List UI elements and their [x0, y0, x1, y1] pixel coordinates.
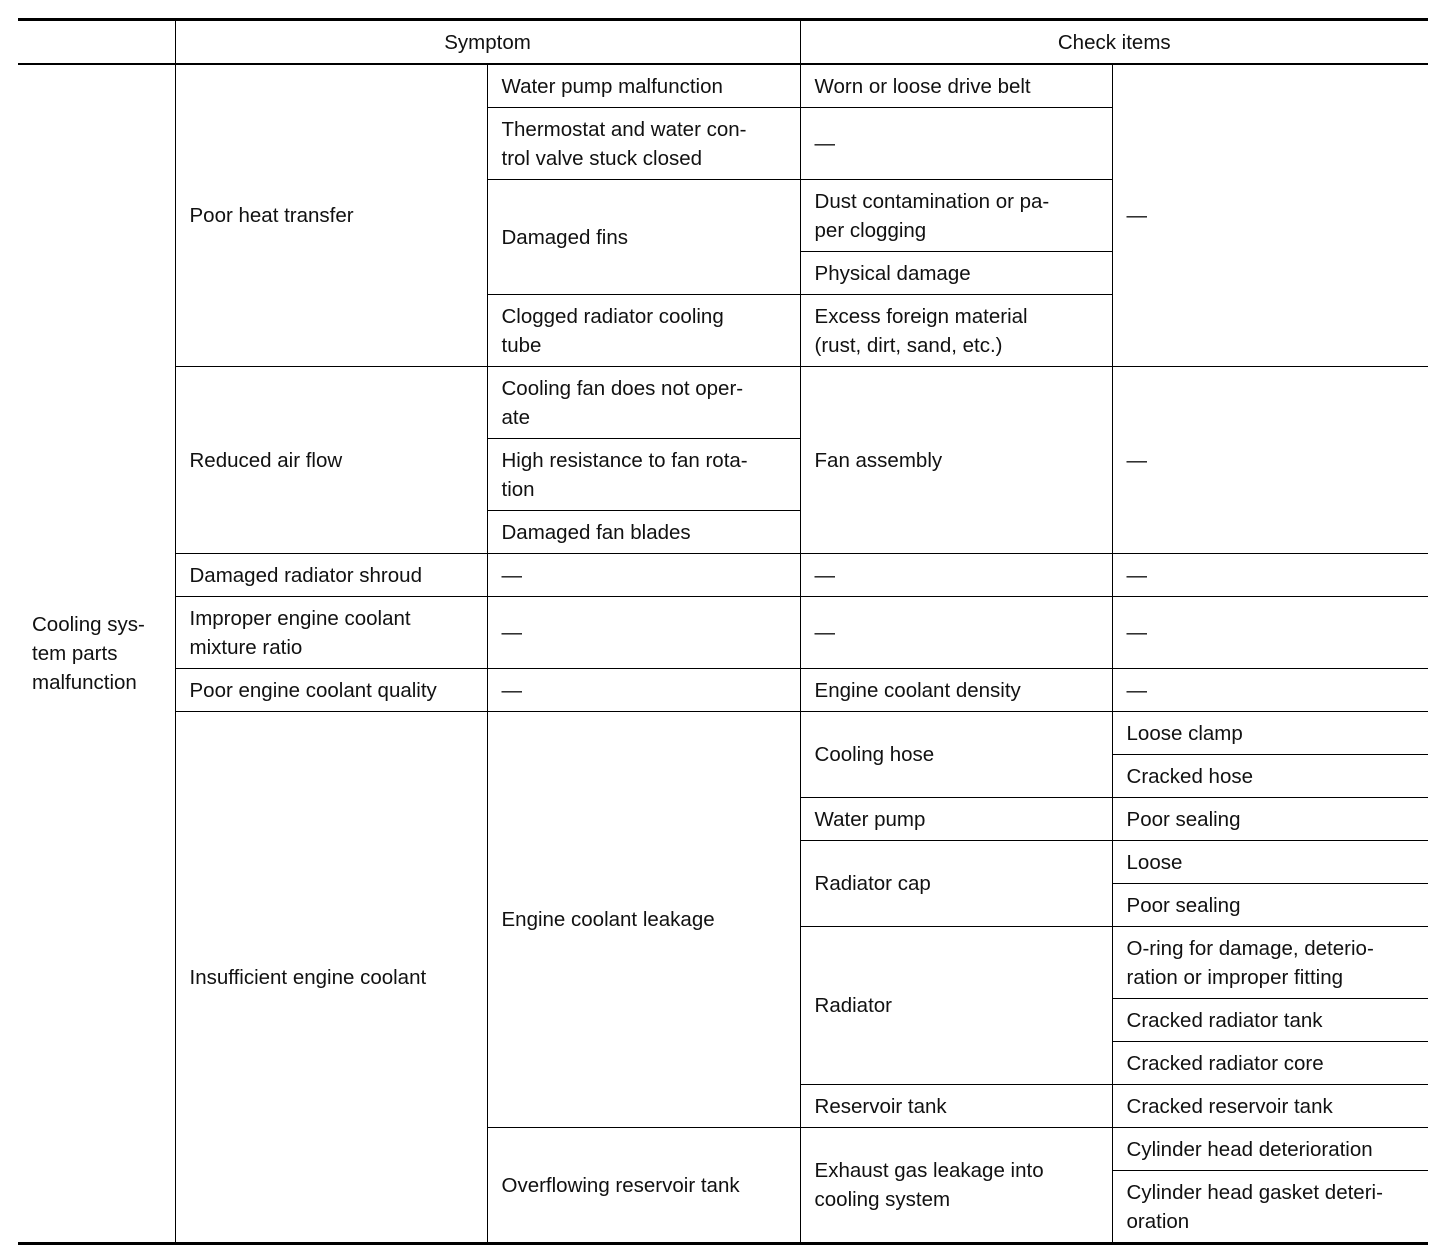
symptom-reduced-air-flow: Reduced air flow	[175, 367, 487, 554]
check-cell: Fan assembly	[800, 367, 1112, 554]
part-cell: Exhaust gas leakage into cooling system	[800, 1128, 1112, 1244]
cause-cell: Damaged fins	[487, 180, 800, 295]
detail-cell: —	[1112, 367, 1428, 554]
detail-cell: Cylinder head gasket deteri- oration	[1112, 1171, 1428, 1244]
table-row	[18, 669, 1428, 712]
symptom-improper-mixture-ratio: Improper engine coolant mixture ratio	[175, 597, 487, 669]
part-cell: Radiator cap	[800, 841, 1112, 927]
category-label: Cooling sys- tem parts malfunction	[32, 613, 145, 694]
table-row	[18, 597, 1428, 669]
detail-cell: Cracked radiator core	[1112, 1042, 1428, 1085]
detail-cell: Loose	[1112, 841, 1428, 884]
check-cell: —	[800, 108, 1112, 180]
header-check-items: Check items	[800, 20, 1428, 65]
part-cell: Cooling hose	[800, 712, 1112, 798]
symptom-insufficient-coolant: Insufficient engine coolant	[175, 712, 487, 1244]
detail-cell: Cracked reservoir tank	[1112, 1085, 1428, 1128]
cause-cell: Engine coolant leakage	[487, 712, 800, 1128]
detail-cell: —	[1112, 64, 1428, 367]
cause-cell: Water pump malfunction	[487, 64, 800, 108]
part-cell: Reservoir tank	[800, 1085, 1112, 1128]
check-cell: —	[800, 597, 1112, 669]
symptom-damaged-radiator-shroud: Damaged radiator shroud	[175, 554, 487, 597]
part-cell: Radiator	[800, 927, 1112, 1085]
check-cell: Dust contamination or pa- per clogging	[800, 180, 1112, 252]
table-row	[18, 554, 1428, 597]
detail-cell: Loose clamp	[1112, 712, 1428, 755]
header-symptom: Symptom	[175, 20, 800, 65]
detail-cell: Cracked hose	[1112, 755, 1428, 798]
detail-cell: O-ring for damage, deterio- ration or improper fitting	[1112, 927, 1428, 999]
detail-cell: Cracked radiator tank	[1112, 999, 1428, 1042]
symptom-poor-heat-transfer: Poor heat transfer	[175, 64, 487, 367]
cause-cell: Damaged fan blades	[487, 511, 800, 554]
check-cell: —	[800, 554, 1112, 597]
check-cell: Excess foreign material (rust, dirt, sand, etc.)	[800, 295, 1112, 367]
symptom-poor-coolant-quality: Poor engine coolant quality	[175, 669, 487, 712]
detail-cell: Poor sealing	[1112, 884, 1428, 927]
table-row	[18, 64, 1428, 108]
cause-cell: Overflowing reservoir tank	[487, 1128, 800, 1244]
detail-cell: Poor sealing	[1112, 798, 1428, 841]
header-row	[18, 20, 1428, 65]
check-cell: Engine coolant density	[800, 669, 1112, 712]
detail-cell: Cylinder head deterioration	[1112, 1128, 1428, 1171]
cause-cell: —	[487, 669, 800, 712]
cause-cell: —	[487, 597, 800, 669]
cause-cell: High resistance to fan rota- tion	[487, 439, 800, 511]
header-blank	[18, 20, 175, 65]
cause-cell: Thermostat and water con- trol valve stuck closed	[487, 108, 800, 180]
detail-cell: —	[1112, 597, 1428, 669]
check-cell: Physical damage	[800, 252, 1112, 295]
cause-cell: Cooling fan does not oper- ate	[487, 367, 800, 439]
detail-cell: —	[1112, 554, 1428, 597]
detail-cell: —	[1112, 669, 1428, 712]
page	[18, 18, 1428, 1245]
check-cell: Worn or loose drive belt	[800, 64, 1112, 108]
troubleshooting-table	[18, 18, 1428, 1245]
cause-cell: Clogged radiator cooling tube	[487, 295, 800, 367]
table-row	[18, 712, 1428, 755]
table-row	[18, 367, 1428, 439]
cause-cell: —	[487, 554, 800, 597]
category-cell	[18, 64, 175, 1244]
part-cell: Water pump	[800, 798, 1112, 841]
